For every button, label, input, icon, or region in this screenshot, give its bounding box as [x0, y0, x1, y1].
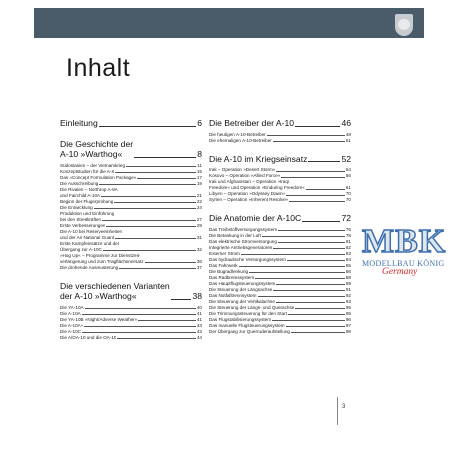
entry-title: Die YA-10A — [60, 304, 84, 310]
toc-section-heading — [209, 154, 351, 165]
leader-line — [295, 126, 340, 127]
entry-page: 36 — [196, 258, 202, 264]
entry-page: 91 — [345, 286, 351, 292]
toc-section — [60, 139, 202, 271]
entry-page: 32 — [196, 246, 202, 252]
entry-title: Südostasien – der Vietnamkrieg — [60, 162, 126, 168]
leader-line — [171, 299, 192, 300]
entry-page: 51 — [345, 137, 351, 143]
toc-section-heading — [209, 213, 351, 224]
entry-page: 95 — [345, 310, 351, 316]
entry-page: 29 — [196, 222, 202, 228]
leader-line — [295, 308, 345, 309]
leader-line — [101, 196, 196, 197]
entry-title: Konzeptstudien für die A-X — [60, 168, 115, 174]
leader-line — [278, 230, 345, 231]
toc-section — [209, 213, 351, 335]
entry-title: Die drohende Ausmusterung — [60, 264, 119, 270]
entry-title: Die Steuerung der Vertikalachse — [209, 298, 275, 304]
entry-page: 89 — [345, 280, 351, 286]
entry-title: und der Air National Guard — [60, 234, 115, 240]
entry-page: 43 — [196, 328, 202, 334]
page-number: 3 — [342, 404, 346, 410]
entry-title: und Fairchild A-10A — [60, 192, 101, 198]
toc-entry — [60, 265, 202, 271]
leader-line — [276, 284, 344, 285]
leader-line — [115, 172, 195, 173]
entry-title: Das Treibstoffversorgungssystem — [209, 226, 278, 232]
entry-page: 93 — [345, 298, 351, 304]
leader-line — [114, 202, 195, 203]
entry-title: Kosovo – Operation »Allied Force« — [209, 173, 281, 178]
leader-line — [267, 135, 345, 136]
entry-title: Irak und Afghanistan – Operation »Iraqi — [209, 179, 289, 184]
leader-line — [281, 177, 345, 178]
entry-title: Die Steuerung der Längs- und Querachse — [209, 304, 295, 310]
leader-line — [119, 268, 196, 269]
toc-left-column — [60, 118, 202, 351]
section-page: 6 — [197, 118, 202, 128]
entry-title: Das manuelle Flugsteuerungssystem — [209, 322, 285, 328]
leader-line — [103, 250, 196, 251]
entry-title: Syrien – Operation »Inherent Resolve« — [209, 197, 289, 202]
leader-line — [99, 184, 196, 185]
toc-entry — [209, 329, 351, 335]
entry-title: Übergang zur A-10C — [60, 246, 102, 252]
entry-page: 82 — [345, 244, 351, 250]
entry-title: Der Übergang zur Querruderaufstellung — [209, 328, 290, 334]
leader-line — [99, 126, 196, 127]
leader-line — [262, 236, 345, 237]
leader-line — [94, 208, 196, 209]
entry-title: verlängerung und zum Tragflächenersatz — [60, 258, 144, 264]
entry-title: Das Fahrwerk — [209, 262, 238, 268]
leader-line — [276, 302, 345, 303]
entry-title: Integrierte Antriebsgeneratoren — [209, 244, 273, 250]
entry-page: 61 — [345, 185, 351, 190]
section-title: Die Betreiber der A-10 — [209, 118, 295, 128]
entry-title: Das Flugstabilisierungssystem — [209, 316, 272, 322]
entry-title: Die Rivalen – Northrop A-9A — [60, 186, 118, 192]
leader-line — [126, 166, 196, 167]
leader-line — [134, 157, 196, 158]
entry-title: Die A-10 bei Reserveeinheiten — [60, 228, 123, 234]
entry-title: »Hog Up« – Programme zur Dienstzeit- — [60, 252, 141, 258]
section-title: Die Geschichte der A-10 »Warthog« — [60, 138, 134, 159]
leader-line — [287, 260, 345, 261]
logo-country-text: Germany — [382, 267, 418, 277]
mbk-logo — [362, 223, 448, 277]
entry-page: 43 — [196, 322, 202, 328]
entry-title: Das hydraulische Versorgungssystem — [209, 256, 286, 262]
toc-section — [60, 281, 202, 341]
leader-line — [115, 238, 195, 239]
toc-section — [209, 154, 351, 204]
section-title: Die verschiedenen Varianten der A-10 »Warthog« — [60, 280, 170, 301]
leader-line — [291, 332, 345, 333]
entry-title: Erste Kampfeinsätze und der — [60, 240, 120, 246]
entry-title: Die Steuerung der Längsachse — [209, 286, 273, 292]
entry-title: Das Radbremssystem — [209, 274, 255, 280]
entry-page: 88 — [345, 274, 351, 280]
entry-page: 19 — [196, 180, 202, 186]
section-title: Die A-10 im Kriegseinsatz — [209, 153, 308, 164]
section-page: 38 — [192, 291, 202, 301]
section-page: 8 — [197, 149, 202, 159]
entry-page: 48 — [345, 131, 351, 137]
leader-line — [306, 189, 345, 190]
entry-page: 98 — [345, 328, 351, 334]
entry-page: 11 — [197, 162, 202, 168]
entry-page: 17 — [196, 174, 202, 180]
entry-page: 78 — [345, 232, 351, 238]
entry-title: Die ehemaligen A-10-Betreiber — [209, 137, 272, 143]
leader-line — [117, 338, 195, 339]
section-page: 72 — [341, 213, 351, 223]
page-title: Inhalt — [66, 54, 131, 82]
toc-right-column — [209, 118, 351, 345]
leader-line — [273, 141, 345, 142]
entry-page: 85 — [345, 262, 351, 268]
toc-entry — [60, 335, 202, 341]
entry-page: 24 — [196, 204, 202, 210]
entry-page: 96 — [345, 316, 351, 322]
entry-page: 83 — [345, 250, 351, 256]
leader-line — [137, 178, 196, 179]
section-title: Die Anatomie der A-10C — [209, 213, 302, 223]
page-number-rule — [337, 397, 338, 425]
book-emblem-icon — [395, 14, 413, 36]
leader-line — [82, 332, 196, 333]
toc-section-heading — [209, 118, 351, 129]
entry-title: Das Notfalltrennsystem — [209, 292, 257, 298]
leader-line — [286, 326, 345, 327]
entry-title: Das »Concept Formulation Package« — [60, 174, 137, 180]
toc-entry — [209, 138, 351, 144]
entry-page: 86 — [345, 268, 351, 274]
entry-title: Erste Verbesserungen — [60, 222, 106, 228]
entry-title: Die Entwicklung — [60, 204, 93, 210]
entry-title: Beginn der Flugerprobung — [60, 198, 114, 204]
entry-page: 41 — [196, 316, 202, 322]
leader-line — [278, 242, 345, 243]
toc-section — [209, 118, 351, 144]
section-page: 46 — [341, 118, 351, 128]
entry-title: bei den Streitkräften — [60, 216, 102, 222]
leader-line — [276, 171, 344, 172]
leader-line — [272, 320, 345, 321]
entry-title: Libyen – Operation »Odyssey Dawn« — [209, 191, 286, 196]
entry-title: Die Bugradlenkung — [209, 268, 249, 274]
entry-page: 97 — [345, 322, 351, 328]
entry-page: 56 — [345, 173, 351, 178]
leader-line — [288, 314, 345, 315]
toc-section-heading — [60, 118, 202, 129]
leader-line — [102, 220, 196, 221]
entry-page: 70 — [345, 191, 351, 196]
leader-line — [84, 326, 196, 327]
entry-page: 70 — [345, 197, 351, 202]
entry-title: Das elektrische Stromversorgung — [209, 238, 277, 244]
entry-page: 95 — [345, 304, 351, 310]
entry-title: Die Trimmungssteuerung für den Start — [209, 310, 287, 316]
entry-title: Die A-10A+ — [60, 322, 84, 328]
entry-title: Die Ausschreibung — [60, 180, 99, 186]
entry-page: 15 — [196, 168, 202, 174]
entry-title: Freedom« und Operation »Enduring Freedom« — [209, 185, 305, 190]
entry-page: 31 — [196, 234, 202, 240]
entry-page: 41 — [196, 310, 202, 316]
logo-main-text: MBK — [362, 223, 447, 260]
leader-line — [258, 296, 345, 297]
toc-section — [60, 118, 202, 129]
entry-page: 92 — [345, 292, 351, 298]
toc-section-heading — [60, 281, 202, 302]
entry-title: Die A-10A — [60, 310, 81, 316]
entry-page: 76 — [345, 226, 351, 232]
section-title: Einleitung — [60, 118, 98, 128]
entry-page: 27 — [196, 216, 202, 222]
leader-line — [106, 226, 195, 227]
entry-page: 21 — [196, 192, 202, 198]
leader-line — [249, 272, 345, 273]
leader-line — [273, 248, 345, 249]
entry-title: Externer Strom — [209, 250, 240, 256]
entry-title: Die A-10C — [60, 328, 81, 334]
leader-line — [273, 290, 345, 291]
entry-title: Die A/OA-10 und die OA-10 — [60, 334, 117, 340]
leader-line — [85, 308, 196, 309]
leader-line — [82, 314, 196, 315]
entry-page: 40 — [196, 304, 202, 310]
leader-line — [138, 320, 196, 321]
entry-page: 84 — [345, 256, 351, 262]
leader-line — [286, 195, 345, 196]
entry-page: 81 — [345, 238, 351, 244]
leader-line — [239, 266, 345, 267]
entry-title: Die Betankung in der Luft — [209, 232, 261, 238]
leader-line — [308, 161, 340, 162]
entry-page: 22 — [196, 198, 202, 204]
leader-line — [145, 262, 196, 263]
entry-title: Das Hauptflugsteuerungssystem — [209, 280, 276, 286]
leader-line — [255, 278, 345, 279]
entry-page: 54 — [345, 167, 351, 172]
toc-section-heading — [60, 139, 202, 160]
entry-title: Irak – Operation »Desert Storm« — [209, 167, 276, 172]
entry-title: Die YA-10B »Night/Adverse Weather« — [60, 316, 138, 322]
leader-line — [241, 254, 345, 255]
section-page: 52 — [341, 153, 351, 164]
leader-line — [302, 221, 340, 222]
entry-page: 37 — [196, 264, 202, 270]
entry-page: 44 — [196, 334, 202, 340]
logo-sub-text: MODELLBAU KÖNIG — [362, 259, 445, 268]
entry-title: Die heutigen A-10-Betreiber — [209, 131, 266, 137]
page-header-bar — [34, 8, 424, 38]
leader-line — [289, 201, 344, 202]
toc-entry — [209, 197, 351, 203]
entry-title: Produktion und Einführung — [60, 210, 115, 216]
